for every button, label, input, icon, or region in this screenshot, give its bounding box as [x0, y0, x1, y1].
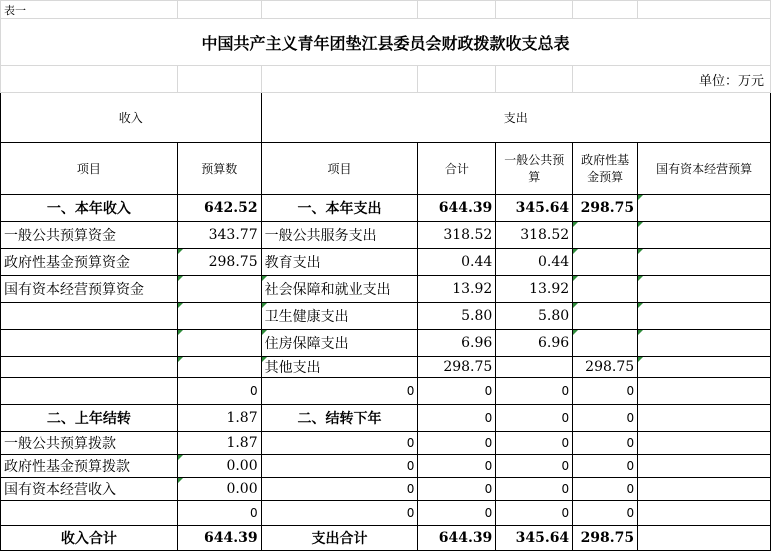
cell-income-item [1, 378, 178, 405]
cell-gov-fund: 298.75 [573, 526, 638, 551]
table-row [1, 303, 771, 330]
table-row [1, 378, 771, 405]
cell-expense-item: 0 [261, 455, 418, 478]
cell-expense-item: 一、本年支出 [261, 195, 418, 222]
cell-total: 298.75 [418, 357, 496, 378]
cell-gov-fund: 0 [573, 455, 638, 478]
cell-gov-fund: 0 [573, 405, 638, 432]
cell-general-public: 0 [496, 501, 573, 526]
cell-income-item [1, 501, 178, 526]
cell-state-capital [638, 478, 771, 501]
cell-general-public: 0.44 [496, 249, 573, 276]
cell-total: 5.80 [418, 303, 496, 330]
table-label: 表一 [1, 1, 178, 19]
cell-state-capital [638, 195, 771, 222]
expense-item-header: 项目 [261, 143, 418, 195]
cell-income-item: 政府性基金预算资金 [1, 249, 178, 276]
cell-total: 0 [418, 378, 496, 405]
cell-state-capital [638, 357, 771, 378]
cell-state-capital [638, 222, 771, 249]
cell-general-public: 345.64 [496, 195, 573, 222]
cell-state-capital [638, 405, 771, 432]
cell-gov-fund [573, 249, 638, 276]
table-row-total [1, 526, 771, 551]
cell-state-capital [638, 249, 771, 276]
cell-income-item [1, 357, 178, 378]
income-item-header: 项目 [1, 143, 178, 195]
cell-state-capital [638, 330, 771, 357]
cell-state-capital [638, 526, 771, 551]
cell-income-value [177, 330, 261, 357]
cell-income-value: 298.75 [177, 249, 261, 276]
unit-label: 单位：万元 [573, 66, 771, 93]
table-row [1, 276, 771, 303]
cell-income-item: 一般公共预算拨款 [1, 432, 178, 455]
cell-total: 13.92 [418, 276, 496, 303]
cell-income-value: 343.77 [177, 222, 261, 249]
cell-expense-item: 0 [261, 501, 418, 526]
table-row [1, 478, 771, 501]
cell-general-public: 0 [496, 455, 573, 478]
cell-state-capital [638, 501, 771, 526]
cell-gov-fund: 0 [573, 501, 638, 526]
cell-total: 0 [418, 405, 496, 432]
cell-expense-item: 卫生健康支出 [261, 303, 418, 330]
cell-expense-item: 住房保障支出 [261, 330, 418, 357]
cell-expense-item: 0 [261, 432, 418, 455]
cell-state-capital [638, 432, 771, 455]
budget-header: 预算数 [177, 143, 261, 195]
cell-income-item: 政府性基金预算拨款 [1, 455, 178, 478]
expense-header: 支出 [261, 93, 770, 143]
cell-income-value: 1.87 [177, 432, 261, 455]
table-row [1, 405, 771, 432]
cell-gov-fund: 0 [573, 478, 638, 501]
cell-total: 0 [418, 501, 496, 526]
cell-state-capital [638, 276, 771, 303]
cell-income-value [177, 303, 261, 330]
page-title: 中国共产主义青年团垫江县委员会财政拨款收支总表 [1, 19, 771, 66]
cell-expense-item: 社会保障和就业支出 [261, 276, 418, 303]
total-header: 合计 [418, 143, 496, 195]
table-row [1, 195, 771, 222]
cell-expense-item: 0 [261, 378, 418, 405]
cell-expense-item: 二、结转下年 [261, 405, 418, 432]
table-row [1, 432, 771, 455]
cell-general-public: 0 [496, 378, 573, 405]
cell-general-public: 6.96 [496, 330, 573, 357]
cell-total: 6.96 [418, 330, 496, 357]
cell-income-item: 国有资本经营预算资金 [1, 276, 178, 303]
cell-income-item: 国有资本经营收入 [1, 478, 178, 501]
table-row [1, 222, 771, 249]
table-row [1, 330, 771, 357]
table-row [1, 501, 771, 526]
state-capital-header: 国有资本经营预算 [638, 143, 771, 195]
cell-income-value [177, 276, 261, 303]
cell-total: 644.39 [418, 195, 496, 222]
cell-general-public: 0 [496, 432, 573, 455]
cell-total: 0 [418, 455, 496, 478]
cell-income-item: 一、本年收入 [1, 195, 178, 222]
cell-income-value: 0.00 [177, 478, 261, 501]
cell-gov-fund: 0 [573, 432, 638, 455]
cell-gov-fund [573, 330, 638, 357]
cell-income-value [177, 357, 261, 378]
cell-general-public: 0 [496, 405, 573, 432]
cell-total: 0 [418, 432, 496, 455]
income-header: 收入 [1, 93, 262, 143]
cell-income-item [1, 303, 178, 330]
cell-income-total-label: 收入合计 [1, 526, 178, 551]
cell-total: 644.39 [418, 526, 496, 551]
cell-gov-fund: 298.75 [573, 357, 638, 378]
cell-general-public [496, 357, 573, 378]
cell-general-public: 0 [496, 478, 573, 501]
cell-gov-fund [573, 276, 638, 303]
cell-income-value: 0 [177, 378, 261, 405]
cell-general-public: 318.52 [496, 222, 573, 249]
cell-gov-fund: 0 [573, 378, 638, 405]
table-row [1, 357, 771, 378]
general-public-header: 一般公共预算 [496, 143, 573, 195]
cell-state-capital [638, 455, 771, 478]
cell-expense-item: 一般公共服务支出 [261, 222, 418, 249]
cell-income-item: 一般公共预算资金 [1, 222, 178, 249]
cell-general-public: 345.64 [496, 526, 573, 551]
cell-state-capital [638, 378, 771, 405]
cell-income-item: 二、上年结转 [1, 405, 178, 432]
cell-gov-fund [573, 303, 638, 330]
cell-income-total: 644.39 [177, 526, 261, 551]
table-row [1, 249, 771, 276]
cell-expense-item: 0 [261, 478, 418, 501]
cell-income-value: 642.52 [177, 195, 261, 222]
cell-income-value: 1.87 [177, 405, 261, 432]
cell-expense-item: 教育支出 [261, 249, 418, 276]
table-row [1, 455, 771, 478]
cell-general-public: 13.92 [496, 276, 573, 303]
cell-gov-fund: 298.75 [573, 195, 638, 222]
cell-income-value: 0 [177, 501, 261, 526]
cell-total: 318.52 [418, 222, 496, 249]
cell-expense-item: 其他支出 [261, 357, 418, 378]
cell-income-value: 0.00 [177, 455, 261, 478]
gov-fund-header: 政府性基金预算 [573, 143, 638, 195]
cell-total: 0 [418, 478, 496, 501]
cell-general-public: 5.80 [496, 303, 573, 330]
cell-income-item [1, 330, 178, 357]
cell-gov-fund [573, 222, 638, 249]
cell-total: 0.44 [418, 249, 496, 276]
cell-state-capital [638, 303, 771, 330]
cell-expense-total-label: 支出合计 [261, 526, 418, 551]
